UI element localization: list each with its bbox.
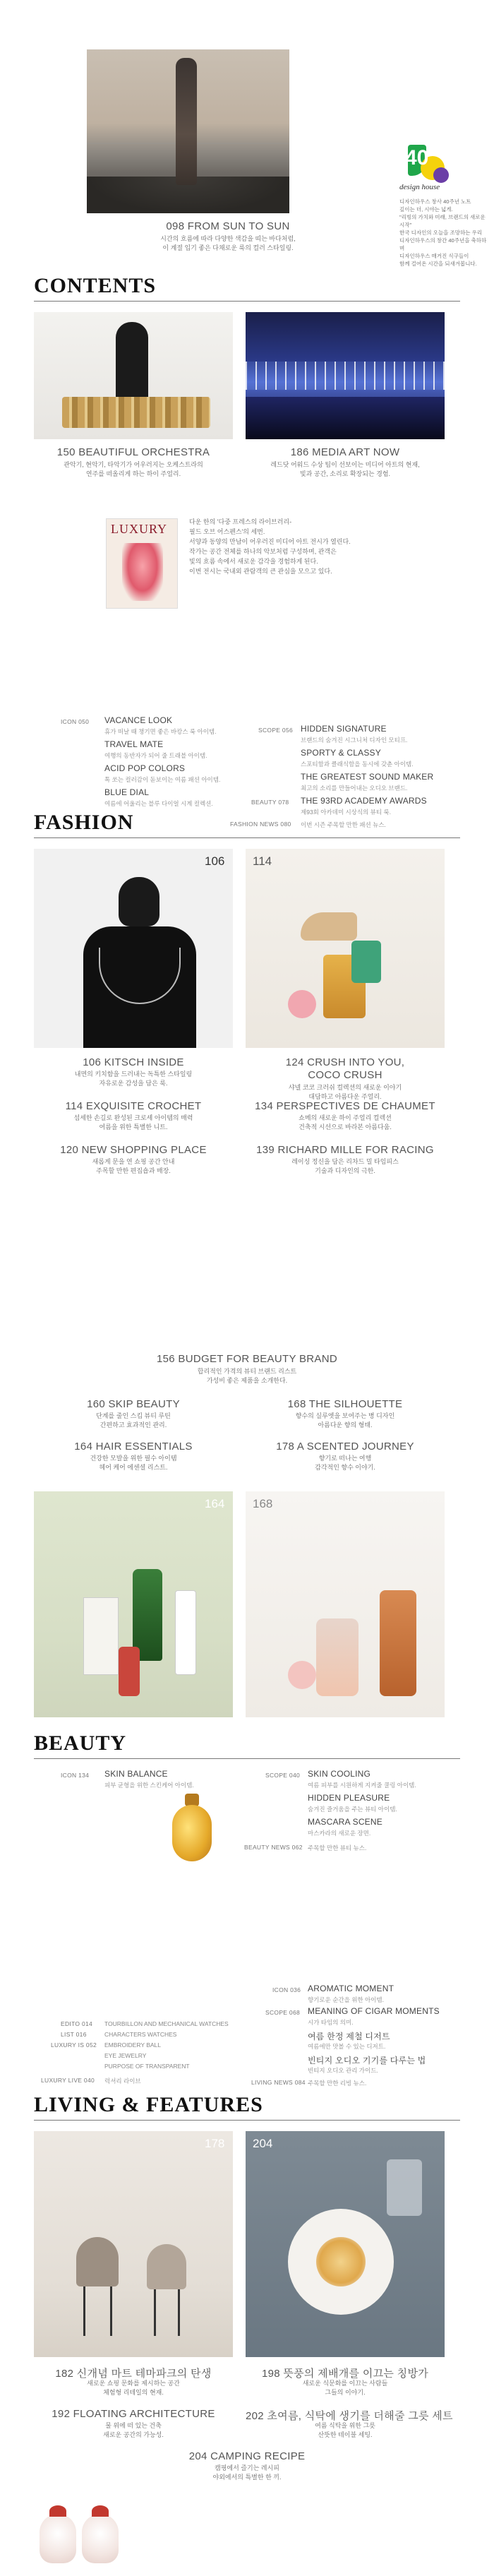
living-heading: LIVING & FEATURES	[34, 2093, 263, 2116]
beauty-left-sub-1: 피부 균형을 위한 스킨케어 아이템.	[104, 1782, 194, 1789]
fashion-rule	[34, 837, 460, 838]
index-right-title-4[interactable]: THE 93RD ACADEMY AWARDS	[301, 796, 427, 806]
luxury-cover[interactable]	[106, 518, 178, 609]
fashion-item-5-title[interactable]: 120 NEW SHOPPING PLACE	[60, 1144, 207, 1156]
logo-number: 40	[405, 146, 429, 169]
chairs-page-number: 178	[205, 2137, 225, 2150]
living-left-label-2: LIST 016	[61, 2031, 87, 2038]
index-right-title-3[interactable]: THE GREATEST SOUND MAKER	[301, 772, 434, 782]
index-left-label-1: ICON 050	[61, 718, 90, 725]
living-left-title-6[interactable]: 럭셔리 라이브	[104, 2077, 141, 2085]
index-left-sub-4: 여름에 어울리는 블루 다이얼 시계 컬렉션.	[104, 800, 213, 807]
living-right-sub-2: 시가 타임의 의미.	[308, 2019, 354, 2026]
designhouse-logo	[399, 145, 450, 194]
living-right-sub-3: 여름에만 맛볼 수 있는 디저트.	[308, 2043, 386, 2050]
beauty-item-2-title[interactable]: 168 THE SILHOUETTE	[287, 1398, 403, 1410]
index-left-title-1[interactable]: VACANCE LOOK	[104, 715, 173, 725]
index-right-title-2[interactable]: SPORTY & CLASSY	[301, 748, 381, 758]
contents-rule	[34, 301, 460, 302]
luxury-cover-label: LUXURY	[111, 522, 168, 536]
fashion-item-3-title[interactable]: 114 EXQUISITE CROCHET	[65, 1100, 202, 1112]
chair-right	[147, 2244, 186, 2289]
white-box	[83, 1597, 119, 1675]
cup-right	[82, 2514, 119, 2563]
kitsch-page-number: 106	[205, 854, 225, 868]
living-item-3-desc: 물 위에 떠 있는 건축 새로운 공간의 가능성.	[103, 2422, 164, 2438]
beauty-item-3-desc: 건강한 모발을 위한 필수 아이템 헤어 케어 에센셜 리스트.	[90, 1455, 177, 1471]
living-right-sub-1: 향기로운 순간을 위한 아이템.	[308, 1996, 384, 2003]
index-right-label-4: BEAUTY 078	[251, 799, 289, 806]
beauty-heading: BEAUTY	[34, 1731, 127, 1755]
beauty-right-title-1[interactable]: SKIN COOLING	[308, 1769, 371, 1779]
sea-photo	[87, 49, 289, 213]
tall-bottle	[380, 1590, 416, 1696]
beauty-left-label-1: ICON 134	[61, 1772, 90, 1779]
living-right-label-1: ICON 036	[272, 1986, 301, 1993]
living-item-4-desc: 여름 식탁을 위한 그릇 산뜻한 테이블 세팅.	[315, 2422, 375, 2438]
beauty-item-4-desc: 향기로 떠나는 여행 감각적인 향수 이야기.	[315, 1455, 375, 1471]
beauty-right-sub-4: 주목할 만한 뷰티 뉴스.	[308, 1844, 367, 1852]
living-right-sub-5: 주목할 만한 리빙 뉴스.	[308, 2080, 367, 2087]
beauty-right-sub-3: 마스카라의 새로운 장면.	[308, 1830, 371, 1837]
logo-text: design house	[399, 183, 440, 191]
logo-purple-shape	[433, 167, 449, 183]
fashion-item-2-title[interactable]: 124 CRUSH INTO YOU, COCO CRUSH	[285, 1056, 405, 1081]
living-right-title-2[interactable]: MEANING OF CIGAR MOMENTS	[308, 2006, 440, 2016]
index-left-sub-3: 톡 쏘는 컬러감이 돋보이는 여름 패션 아이템.	[104, 776, 221, 783]
fashion-item-3-desc: 섬세한 손길로 완성된 크로셰 아이템의 매력 여름을 위한 특별한 니트.	[73, 1114, 193, 1131]
light-beams	[246, 362, 445, 390]
model-head	[119, 877, 159, 926]
index-right-sub-1: 브랜드의 숨겨진 시그니처 디자인 모티프.	[301, 737, 408, 744]
living-left-title-5[interactable]: PURPOSE OF TRANSPARENT	[104, 2063, 190, 2070]
fashion-item-4-title[interactable]: 134 PERSPECTIVES DE CHAUMET	[255, 1100, 435, 1112]
living-item-2-title[interactable]: 198 뜻풍의 제배개를 이끄는 칭방가	[261, 2368, 429, 2380]
fashion-heading: FASHION	[34, 811, 134, 834]
crochet-photo	[246, 849, 445, 1048]
living-left-title-3[interactable]: EMBROIDERY BALL	[104, 2041, 161, 2049]
living-right-sub-4: 빈티지 오디오 관리 가이드.	[308, 2067, 378, 2074]
pink-item	[288, 990, 316, 1018]
perfume-photo	[246, 1491, 445, 1717]
fashion-item-6-title[interactable]: 139 RICHARD MILLE FOR RACING	[256, 1144, 434, 1156]
living-item-1-title[interactable]: 182 신개념 마트 테마파크의 탄생	[55, 2368, 212, 2380]
perfume-bottle-icon	[167, 1794, 217, 1864]
media-art-desc: 레드닷 어워드 수상 팀이 선보이는 미디어 아트의 현재, 빛과 공간, 소리로 확장되는 경험.	[270, 461, 420, 477]
index-right-label-1: SCOPE 056	[258, 727, 294, 734]
living-item-1-desc: 새로운 쇼핑 문화를 제시하는 공간 체험형 리테일의 현재.	[87, 2380, 180, 2396]
cup-left	[40, 2514, 76, 2563]
white-tube	[175, 1590, 196, 1675]
fashion-item-5-desc: 새롭게 문을 연 쇼핑 공간 안내 주목할 만한 편집숍과 매장.	[92, 1158, 175, 1174]
beauty-right-label-4: BEAUTY NEWS 062	[244, 1844, 303, 1851]
index-right-sub-5: 이번 시즌 주목할 만한 패션 뉴스.	[301, 821, 386, 828]
gold-pipes	[62, 397, 210, 428]
fashion-item-1-title[interactable]: 106 KITSCH INSIDE	[83, 1056, 184, 1068]
green-bag	[351, 941, 381, 983]
living-right-title-1[interactable]: AROMATIC MOMENT	[308, 1984, 394, 1993]
living-item-3-title[interactable]: 192 FLOATING ARCHITECTURE	[52, 2408, 215, 2420]
dessert-photo	[246, 2131, 445, 2357]
shoe	[301, 912, 357, 941]
designhouse-desc: 디자인하우스 창사 40주년 노트 깊이는 더, 시야는 넓게. "리빙의 가치와 미래, 브랜드의 새로운 시작" 한국 디자인의 오늘을 조망하는 우리 디자인하우스의 창간 40주년을 축하하며 디자인하우스 매거진 식구들이 함께 걸어온 시간을 되새겨봅니다.	[399, 198, 487, 267]
index-left-sub-1: 휴가 떠날 때 챙기면 좋은 바캉스 룩 아이템.	[104, 728, 217, 735]
chairs-photo	[34, 2131, 233, 2357]
living-right-title-3[interactable]: 여름 한정 제철 디저트	[308, 2032, 390, 2041]
living-left-title-1[interactable]: TOURBILLON AND MECHANICAL WATCHES	[104, 2020, 229, 2027]
dessert-page-number: 204	[253, 2137, 273, 2150]
orchestra-title[interactable]: 150 BEAUTIFUL ORCHESTRA	[56, 446, 210, 458]
contents-heading: CONTENTS	[34, 274, 157, 297]
glass	[387, 2159, 422, 2216]
fashion-item-2-desc: 샤넬 코코 크러쉬 컬렉션의 새로운 이야기 대담하고 아름다운 주얼리.	[288, 1084, 402, 1100]
crochet-page-number: 114	[253, 854, 272, 868]
beauty-right-sub-2: 숨겨진 즐거움을 주는 뷰티 아이템.	[308, 1806, 397, 1813]
pink-flower	[288, 1661, 316, 1689]
beauty-right-label-1: SCOPE 040	[265, 1772, 301, 1779]
index-right-sub-3: 최고의 소리를 만들어내는 오디오 브랜드.	[301, 785, 408, 792]
fashion-item-6-desc: 레이싱 정신을 담은 리차드 밀 타임피스 기술과 디자인의 극한.	[291, 1158, 399, 1174]
glass-bottle	[316, 1618, 359, 1696]
budget-beauty-desc: 합리적인 가격의 뷰티 브랜드 리스트 가성비 좋은 제품을 소개한다.	[197, 1368, 297, 1384]
index-left-sub-2: 여행의 동반자가 되어 줄 트래블 아이템.	[104, 752, 207, 759]
chair-left	[76, 2237, 119, 2286]
orchestra-desc: 관악기, 현악기, 타악기가 어우러지는 오케스트라의 연주를 떠올리게 하는 하이 주얼리.	[64, 461, 203, 477]
living-left-title-2[interactable]: CHARACTERS WATCHES	[104, 2031, 177, 2038]
sun-title[interactable]: 098 FROM SUN TO SUN	[166, 220, 290, 232]
beauty-left-title-1[interactable]: SKIN BALANCE	[104, 1769, 168, 1779]
beauty-right-title-2[interactable]: HIDDEN PLEASURE	[308, 1793, 390, 1803]
ceramic-cups	[34, 2493, 126, 2576]
living-left-title-4[interactable]: EYE JEWELRY	[104, 2052, 147, 2059]
beauty-item-3-title[interactable]: 164 HAIR ESSENTIALS	[74, 1441, 193, 1453]
index-right-label-5: FASHION NEWS 080	[230, 821, 291, 828]
model-figure	[176, 58, 197, 185]
perfume-page-number: 168	[253, 1497, 273, 1510]
living-item-5-desc: 캠핑에서 즐기는 레시피 야외에서의 특별한 한 끼.	[212, 2464, 282, 2481]
index-right-sub-2: 스포티함과 클래식함을 동시에 갖춘 아이템.	[301, 761, 414, 768]
beauty-item-2-desc: 향수의 실루엣을 보여주는 병 디자인 아름다운 향의 형태.	[295, 1412, 395, 1429]
beauty-item-4-title[interactable]: 178 A SCENTED JOURNEY	[276, 1441, 414, 1453]
index-left-title-3[interactable]: ACID POP COLORS	[104, 763, 186, 773]
living-left-label-6: LUXURY LIVE 040	[41, 2077, 95, 2084]
hair-page-number: 164	[205, 1497, 225, 1510]
media-art-title[interactable]: 186 MEDIA ART NOW	[290, 446, 400, 458]
red-bottle	[119, 1647, 140, 1696]
dessert	[316, 2237, 366, 2286]
beauty-right-title-3[interactable]: MASCARA SCENE	[308, 1817, 382, 1827]
index-left-title-4[interactable]: BLUE DIAL	[104, 787, 150, 797]
beauty-item-1-desc: 단계를 줄인 스킵 뷰티 루틴 간편하고 효과적인 관리.	[96, 1412, 171, 1429]
cover-art	[122, 543, 163, 601]
orchestra-photo	[34, 312, 233, 439]
beauty-item-1-title[interactable]: 160 SKIP BEAUTY	[87, 1398, 180, 1410]
sun-desc: 시간의 흐름에 따라 다양한 색감을 띠는 바다처럼, 이 계절 입기 좋은 다채로운 룩의 컬러 스타일링.	[160, 235, 296, 251]
hair-products-photo	[34, 1491, 233, 1717]
living-right-label-2: SCOPE 068	[265, 2009, 301, 2016]
index-left-title-2[interactable]: TRAVEL MATE	[104, 739, 164, 749]
beauty-right-sub-1: 여름 피부를 시원하게 지켜줄 쿨링 아이템.	[308, 1782, 416, 1789]
living-right-label-5: LIVING NEWS 084	[251, 2079, 306, 2086]
living-rule	[34, 2120, 460, 2121]
fashion-item-1-desc: 내면의 키치함을 드러내는 독특한 스타일링 자유로운 감성을 담은 룩.	[74, 1071, 193, 1087]
media-art-photo	[246, 312, 445, 439]
feature-desc: 다운 한의 '다중 프레스의 라이브러리- 필드 오브 어스펜스'의 세번. 서양과 동양의 만남이 어우러진 미디어 아트 전시가 열린다. 작가는 공간 전체를 하나의 악보처럼 구성하며, 관객은 빛의 흐름 속에서 새로운 감각을 경험하게 된다. 이번 전시는 국내외 관람객의 큰 관심을 모으고 있다.	[189, 518, 351, 575]
living-item-4-title[interactable]: 202 초여름, 식탁에 생기를 더해줄 그릇 세트	[246, 2410, 453, 2422]
living-left-label-3: LUXURY IS 052	[51, 2041, 97, 2049]
index-right-title-1[interactable]: HIDDEN SIGNATURE	[301, 724, 387, 734]
index-right-sub-4: 제93회 아카데미 시상식의 뷰티 룩.	[301, 809, 392, 816]
fashion-item-4-desc: 쇼메의 새로운 하이 주얼리 컬렉션 건축적 시선으로 바라본 아름다움.	[299, 1114, 392, 1131]
living-right-title-4[interactable]: 빈티지 오디오 기기를 다루는 법	[308, 2056, 426, 2065]
kitsch-photo	[34, 849, 233, 1048]
budget-beauty-title[interactable]: 156 BUDGET FOR BEAUTY BRAND	[157, 1353, 337, 1365]
beauty-rule	[34, 1758, 460, 1759]
living-left-label-1: EDITO 014	[61, 2020, 93, 2027]
living-item-5-title[interactable]: 204 CAMPING RECIPE	[188, 2450, 306, 2462]
living-item-2-desc: 새로운 식문화를 이끄는 사람들 그들의 이야기.	[302, 2380, 388, 2396]
